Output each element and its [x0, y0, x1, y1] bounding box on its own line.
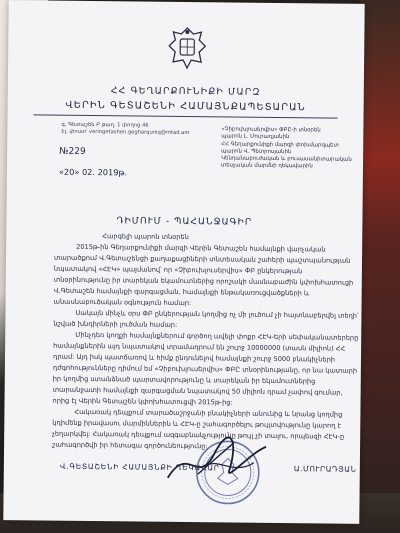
letter-body [52, 231, 360, 454]
background-cloth-right [360, 0, 400, 533]
header-region: ՀՀ ԳԵՂԱՐՔՈՒՆԻՔԻ ՄԱՐԶ [110, 85, 261, 98]
signer-title: Վ.ԳԵՏԱՇԵՆԻ ՀԱՄԱՅՆՔԻ ՂԵԿԱՎԱՐ [59, 461, 220, 473]
recipient-line: Կենդանաբուժական և բուսասանիտարական [221, 155, 352, 163]
email-line: Էլ. փոստ՝ veringetashen.gegharquniq@mtad.am [61, 128, 190, 137]
recipient-line: ՀՀ Գեղարքունիքի մարզի փոխմարզպետ [221, 140, 339, 149]
body-paragraph: Մինչդեռ կողքի համայնքներում գործող ավելի փոքր ՀԷԿ-երի սեփականատերերը համայնքներին այդ նպատակով տրամադրում են շուրջ 10000000 (տասն միլիոն) ՀՀ դրամ: Այդ իսկ պատճառով և հիմք ընդունելով համայնքի շուրջ 5000 բնակիչների դժգոհությունները դիմում եմ «Չիբուխլուսերվիս» ՓԲԸ տնօրինությանը, որ նա կատարի իր կողմից ստանձնած պարտավորությունը և տարեկան իր եկամուտներից տարանջատի համայնքի զարգացման նպատակով 50 միլիոն դրամ չափով գումար, որից էլ Վերին Գետաշեն կփոխհատուցվի 2015թ-ից: [52, 330, 359, 407]
document-title: ԴԻՄՈՒՄ - ՊԱՀԱՆՋԱԳԻՐ [116, 216, 253, 228]
header-office: ՎԵՐԻՆ ԳԵՏԱՇԵՆԻ ՀԱՄԱՅՆՔԱՊԵՏԱՐԱՆ [65, 99, 306, 114]
sender-address [61, 122, 189, 137]
recipient-block [221, 126, 353, 171]
letter-date: «20» 02. 2019թ. [58, 166, 128, 178]
signature-block [44, 433, 357, 496]
signer-name: Ա.ՄՈՒՐԱԴՅԱՆ [293, 464, 357, 474]
body-paragraph: Սակայն մինչև օրս ՓԲ ընկերության կողմից ոչ մի լուծում չի հայտնաբերվել տեղի՝ նշված խնդիրների լուծման համար: [53, 308, 359, 329]
recipient-line: «Չիբուխլուսերվիս» ՓԲԸ-ի տնօրեն [221, 126, 321, 134]
header-divider [34, 114, 338, 118]
letter-page [3, 0, 364, 524]
registration-number: №229 [59, 146, 86, 157]
coat-of-arms-icon [163, 24, 212, 73]
recipient-line: տեսչական մարմնի ղեկավարին [220, 162, 313, 170]
recipient-line: պարոն Լ. Մուրադյանին [221, 133, 290, 141]
address-line: գ. Գետաշեն Բ թաղ. 1 փողոց 46 [61, 121, 149, 129]
body-paragraph: Հակառակ դեպքում տարածաշրջանի բնակիչների անունից և նրանց կողմից կդիմենք իրավասու մարմիններին և ՀԷԿ-ը շահագործելու թույլտվությունը կարող է չեղարկվել: Հակառակ դեպքում ազգաբնակչությունը թույլ չի տալու, որպեսզի ՀԷԿ-ը շահագործվի իր հետագա գործունեությունը: [52, 407, 345, 451]
recipient-line: պարոն Վ. Պետրոսյանին [221, 148, 292, 156]
salutation: Հարգելի պարոն տնօրեն [102, 232, 189, 242]
body-paragraph: 2015թ-ին Գեղարքունիքի մարզի Վերին Գետաշեն համայնքի վարչական տարածքում Վ.Գետաշենցի քաղաքացիների տնտեսական շահերի պաշտպանության նպատակով «ՀԷԿ» պայմանով՝ որ «Չիբուխլուսերվիս» ՓԲ ընկերության տնօրինությունը իր տարեկան եկամուտներից որոշակի մասնաբաժին կփոխհատուցի Վ.Գետաշեն համայնքի զարգացման, համայնքի ենթակառուցվածքների և անասնաբուծական օգնություն համար: [53, 242, 354, 308]
